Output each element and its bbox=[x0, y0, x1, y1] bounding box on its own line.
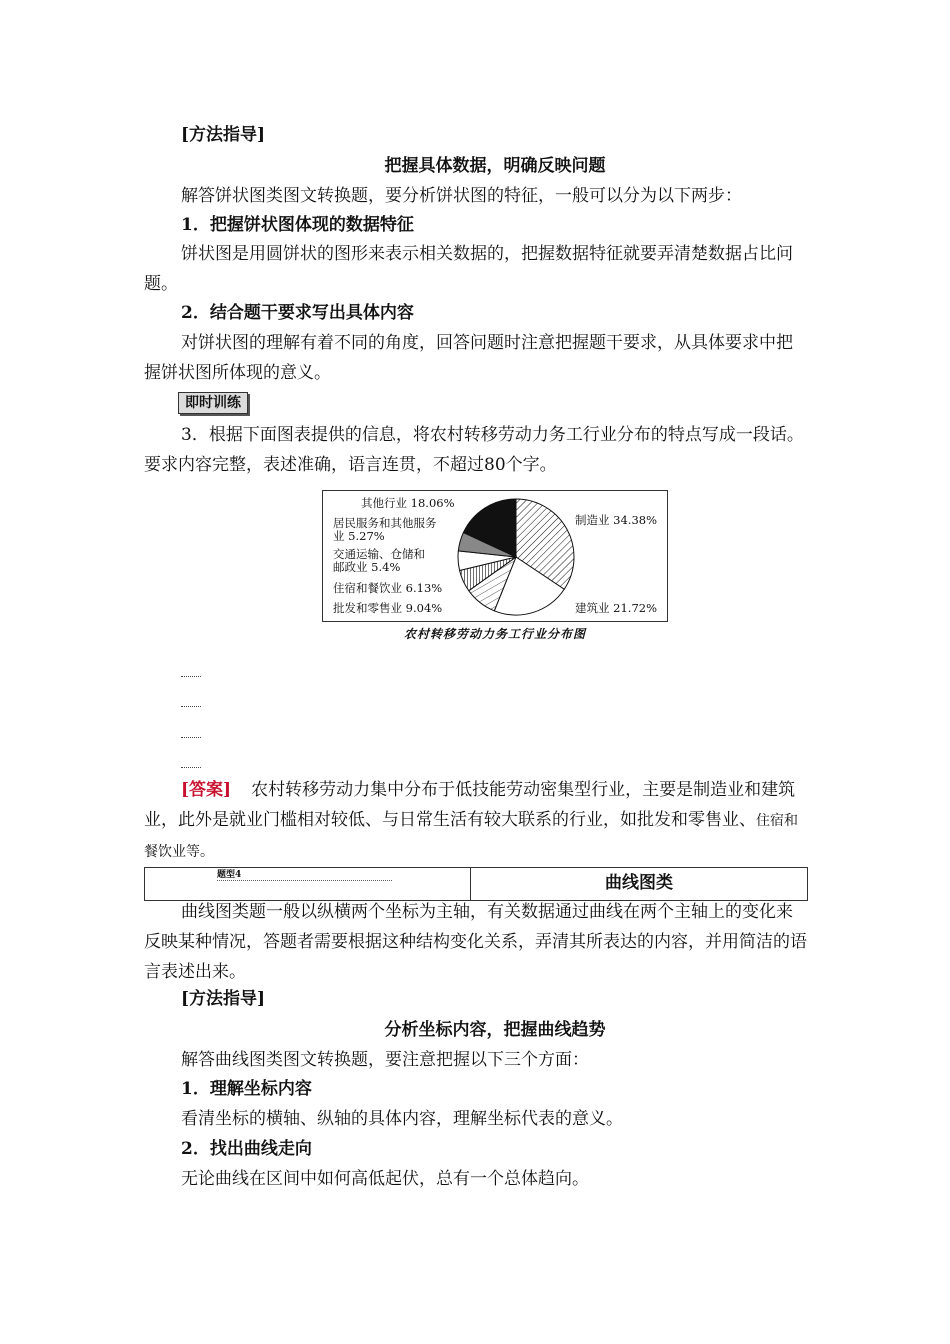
step1-title: 1．把握饼状图体现的数据特征 bbox=[181, 215, 414, 235]
table-title: 曲线图类 bbox=[605, 873, 673, 893]
intro-text: 解答饼状图类图文转换题，要分析饼状图的特征，一般可以分为以下两步： bbox=[181, 186, 742, 206]
slice-label: 建筑业 21.72% bbox=[575, 601, 658, 615]
step2-text: 对饼状图的理解有着不同的角度，回答问题时注意把握题干要求，从具体要求中把握饼状图所体现的意义。 bbox=[144, 333, 793, 383]
pie-chart bbox=[323, 491, 667, 621]
method-label: [方法指导] bbox=[181, 125, 266, 145]
step1-text: 饼状图是用圆饼状的图形来表示相关数据的，把握数据特征就要弄清楚数据占比问题。 bbox=[144, 244, 793, 294]
slice-label: 制造业 34.38% bbox=[575, 513, 658, 527]
section-table bbox=[144, 867, 808, 901]
practice-badge: 即时训练 bbox=[178, 392, 248, 414]
answer-blank-line[interactable] bbox=[181, 706, 201, 707]
chart-caption: 农村转移劳动力务工行业分布图 bbox=[403, 627, 586, 641]
table-cell-left bbox=[145, 868, 471, 900]
curve-step1-text: 看清坐标的横轴、纵轴的具体内容，理解坐标代表的意义。 bbox=[181, 1109, 623, 1129]
answer-tail: 住宿和餐饮业等。 bbox=[144, 813, 798, 860]
curve-step2-title: 2．找出曲线走向 bbox=[181, 1139, 312, 1159]
answer-blank-line[interactable] bbox=[181, 676, 201, 677]
answer-blank-line[interactable] bbox=[181, 737, 201, 738]
intro-text-2: 解答曲线图类图文转换题，要注意把握以下三个方面： bbox=[181, 1050, 589, 1070]
pie-chart-frame bbox=[322, 490, 668, 622]
slice-label: 居民服务和其他服务 bbox=[333, 516, 437, 530]
curve-step1-title: 1．理解坐标内容 bbox=[181, 1079, 312, 1099]
section-heading-2: 分析坐标内容，把握曲线趋势 bbox=[384, 1020, 606, 1040]
slice-label: 其他行业 18.06% bbox=[361, 496, 455, 510]
method-label-2: [方法指导] bbox=[181, 989, 266, 1009]
question-text: 3．根据下面图表提供的信息，将农村转移劳动力务工行业分布的特点写成一段话。要求内容完整，表述准确，语言连贯，不超过80个字。 bbox=[144, 425, 804, 475]
answer-blank-line[interactable] bbox=[181, 767, 201, 768]
answer-text: 农村转移劳动力集中分布于低技能劳动密集型行业，主要是制造业和建筑业，此外是就业门槛相对较低、与日常生活有较大联系的行业，如批发和零售业、 bbox=[144, 780, 796, 830]
slice-label: 业 5.27% bbox=[333, 529, 385, 543]
answer-label: [答案] bbox=[181, 780, 232, 800]
table-tag: 题型4 bbox=[217, 870, 392, 881]
curve-step2-text: 无论曲线在区间中如何高低起伏，总有一个总体趋向。 bbox=[181, 1169, 589, 1189]
slice-label: 住宿和餐饮业 6.13% bbox=[333, 581, 443, 595]
slice-label: 批发和零售业 9.04% bbox=[333, 601, 443, 615]
section-heading: 把握具体数据，明确反映问题 bbox=[384, 156, 606, 176]
answer-paragraph bbox=[144, 775, 808, 867]
curve-intro: 曲线图类题一般以纵横两个坐标为主轴，有关数据通过曲线在两个主轴上的变化来反映某种情况，答题者需要根据这种结构变化关系，弄清其所表达的内容，并用简洁的语言表述出来。 bbox=[144, 902, 807, 982]
slice-label: 邮政业 5.4% bbox=[333, 560, 401, 574]
slice-label: 交通运输、仓储和 bbox=[333, 547, 425, 561]
step2-title: 2．结合题干要求写出具体内容 bbox=[181, 303, 414, 323]
